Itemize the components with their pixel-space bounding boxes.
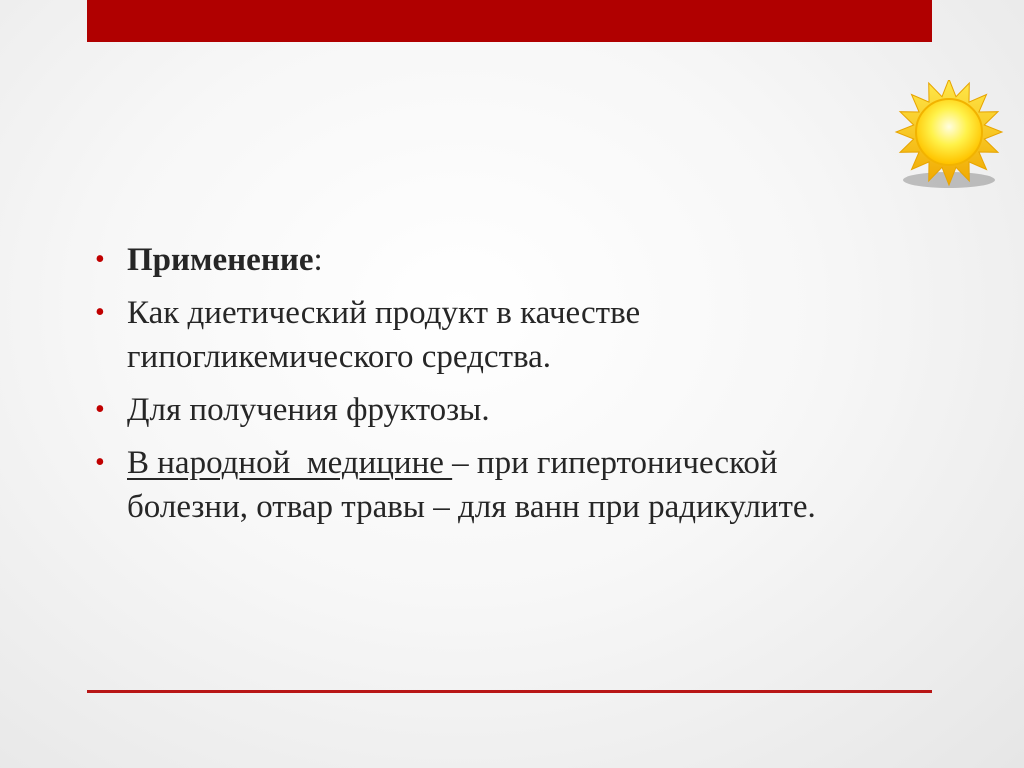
top-accent-bar [87, 0, 932, 42]
heading-text: Применение [127, 242, 314, 278]
list-item-folk-medicine [95, 441, 855, 529]
bullet-marker: • [95, 297, 105, 328]
sun-icon [893, 80, 1005, 192]
list-item-text: – при гипертонической болезни, отвар травы – для ванн при радикулите. [127, 445, 816, 525]
underlined-text: В народной медицине [127, 445, 453, 481]
bottom-rule [87, 690, 932, 693]
list-item-fructose [95, 388, 855, 432]
bullet-list [95, 238, 855, 529]
list-item-text: Для получения фруктозы. [127, 392, 490, 428]
bullet-marker: • [95, 244, 105, 275]
list-item-text: Как диетический продукт в качестве гипогликемического средства. [127, 295, 641, 375]
list-item-heading [95, 238, 855, 282]
heading-suffix: : [313, 242, 323, 278]
bullet-marker: • [95, 447, 105, 478]
list-item-dietary [95, 291, 855, 379]
slide-content [95, 238, 855, 538]
bullet-marker: • [95, 394, 105, 425]
